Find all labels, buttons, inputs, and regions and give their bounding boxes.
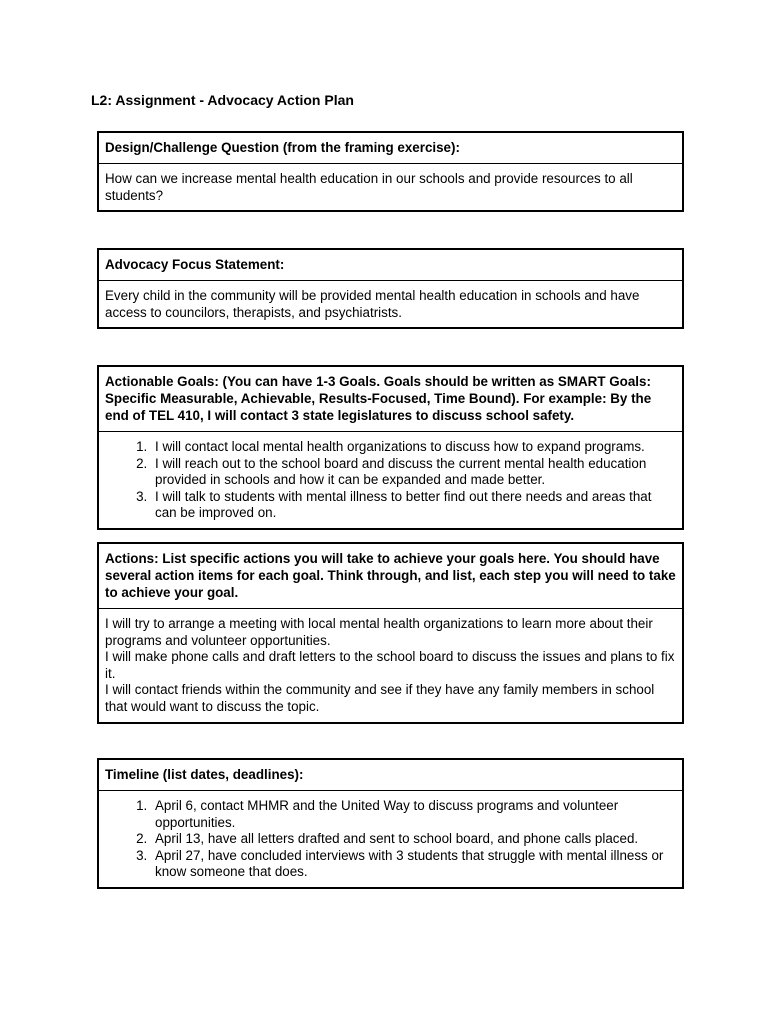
goal-item: 3. I will talk to students with mental illness to better find out there needs and areas that can be improved on. <box>151 489 676 522</box>
design-question-text: How can we increase mental health education in our schools and provide resources to all students? <box>105 171 633 203</box>
actions-body <box>99 609 682 722</box>
action-paragraph: I will make phone calls and draft letters to the school board to discuss the issues and plans to fix it. <box>105 649 675 681</box>
goals-box <box>97 365 684 530</box>
focus-statement-box <box>97 248 684 329</box>
focus-statement-text: Every child in the community will be provided mental health education in schools and have access to councilors, therapists, and psychiatrists. <box>105 288 640 320</box>
document-title: L2: Assignment - Advocacy Action Plan <box>91 92 354 108</box>
actions-heading: Actions: List specific actions you will take to achieve your goals here. You should have several action items for each goal. Think through, and list, each step you will need to take to achieve your goal. <box>99 544 682 609</box>
goal-item: 2. I will reach out to the school board and discuss the current mental health education provided in schools and how it can be expanded and made better. <box>151 456 676 489</box>
timeline-list <box>105 798 676 881</box>
timeline-item: 3. April 27, have concluded interviews with 3 students that struggle with mental illness or know someone that does. <box>151 848 676 881</box>
timeline-item: 1. April 6, contact MHMR and the United Way to discuss programs and volunteer opportunities. <box>151 798 676 831</box>
goals-list <box>105 439 676 522</box>
timeline-box <box>97 758 684 889</box>
design-question-heading: Design/Challenge Question (from the framing exercise): <box>99 133 682 164</box>
design-question-box <box>97 131 684 212</box>
design-question-body <box>99 164 682 210</box>
goals-body <box>99 432 682 528</box>
goals-heading: Actionable Goals: (You can have 1-3 Goals. Goals should be written as SMART Goals: Specific Measurable, Achievable, Results-Focused, Time Bound). For example: By the end of TEL 410, I will contact 3 state legislatures to discuss school safety. <box>99 367 682 432</box>
timeline-heading: Timeline (list dates, deadlines): <box>99 760 682 791</box>
timeline-body <box>99 791 682 887</box>
timeline-item: 2. April 13, have all letters drafted and sent to school board, and phone calls placed. <box>151 831 676 848</box>
goal-item: 1. I will contact local mental health organizations to discuss how to expand programs. <box>151 439 676 456</box>
action-paragraph: I will contact friends within the community and see if they have any family members in school that would want to discuss the topic. <box>105 682 655 714</box>
focus-statement-body <box>99 281 682 327</box>
action-paragraph: I will try to arrange a meeting with local mental health organizations to learn more about their programs and volunteer opportunities. <box>105 616 653 648</box>
focus-statement-heading: Advocacy Focus Statement: <box>99 250 682 281</box>
actions-box <box>97 542 684 724</box>
